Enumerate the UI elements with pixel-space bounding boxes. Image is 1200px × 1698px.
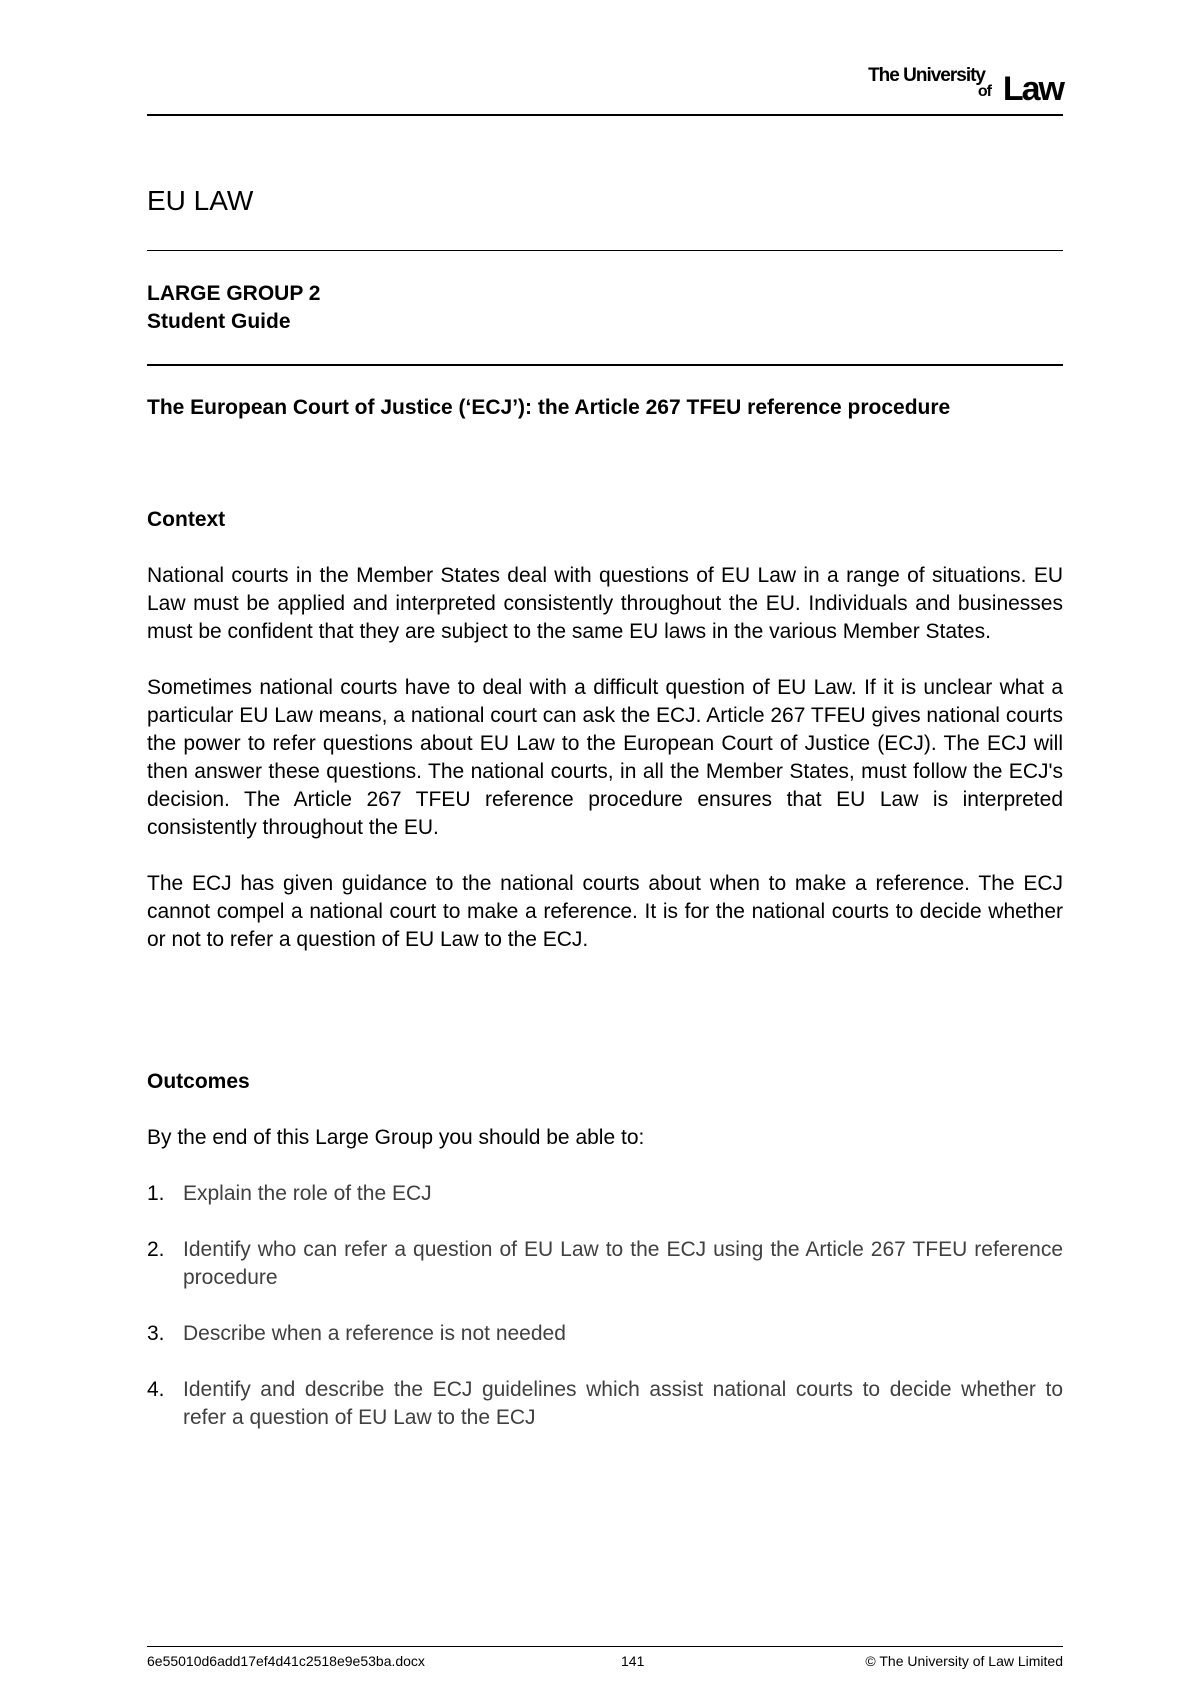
- context-paragraph-1: National courts in the Member States deal with questions of EU Law in a range of situations. EU Law must be applied and interpreted consistently throughout the EU. Individuals and businesses must be confident that they are subject to the same EU laws in the various Member States.: [147, 564, 1063, 643]
- group-label: LARGE GROUP 2: [147, 282, 321, 305]
- logo-text-law: Law: [1002, 70, 1063, 108]
- list-item: [147, 1376, 1063, 1432]
- logo-text-university: The University: [868, 65, 985, 86]
- outcomes-list: [147, 1180, 1063, 1460]
- list-item-number: 4.: [147, 1378, 165, 1401]
- context-body: [147, 562, 1063, 982]
- list-item: [147, 1180, 1063, 1208]
- university-logo: [853, 66, 1063, 108]
- topic-heading: The European Court of Justice (‘ECJ’): the Article 267 TFEU reference procedure: [147, 396, 951, 419]
- section-rule: [147, 364, 1063, 366]
- footer-filename: 6e55010d6add17ef4d41c2518e9e53ba.docx: [147, 1653, 425, 1669]
- footer-rule: [147, 1646, 1063, 1647]
- list-item-number: 1.: [147, 1182, 165, 1205]
- page-footer: [147, 1648, 1063, 1668]
- footer-copyright: © The University of Law Limited: [865, 1653, 1063, 1669]
- context-paragraph-3: The ECJ has given guidance to the national courts about when to make a reference. The ECJ cannot compel a national court to make a reference. It is for the national courts to decide whether or not to refer a question of EU Law to the ECJ.: [147, 872, 1063, 951]
- list-item-text: Explain the role of the ECJ: [183, 1182, 432, 1205]
- list-item-text: Identify and describe the ECJ guidelines which assist national courts to decide whether to refer a question of EU Law to the ECJ: [183, 1378, 1063, 1429]
- header-rule: [147, 114, 1063, 116]
- context-paragraph-2: Sometimes national courts have to deal with a difficult question of EU Law. If it is unclear what a particular EU Law means, a national court can ask the ECJ. Article 267 TFEU gives national courts the power to refer questions about EU Law to the European Court of Justice (ECJ). The ECJ will then answer these questions. The national courts, in all the Member States, must follow the ECJ's decision. The Article 267 TFEU reference procedure ensures that EU Law is interpreted consistently throughout the EU.: [147, 676, 1063, 839]
- list-item: [147, 1236, 1063, 1292]
- footer-page-number: 141: [621, 1653, 645, 1669]
- page-title: EU LAW: [147, 185, 254, 216]
- list-item-text: Describe when a reference is not needed: [183, 1322, 566, 1345]
- outcomes-intro: By the end of this Large Group you should be able to:: [147, 1126, 645, 1149]
- logo-text-of: of: [977, 83, 991, 100]
- list-item-text: Identify who can refer a question of EU Law to the ECJ using the Article 267 TFEU reference procedure: [183, 1238, 1063, 1289]
- list-item-number: 3.: [147, 1322, 165, 1345]
- outcomes-heading: Outcomes: [147, 1070, 250, 1093]
- title-rule: [147, 250, 1063, 251]
- list-item-number: 2.: [147, 1238, 165, 1261]
- context-heading: Context: [147, 508, 226, 531]
- list-item: [147, 1320, 1063, 1348]
- guide-label: Student Guide: [147, 310, 291, 333]
